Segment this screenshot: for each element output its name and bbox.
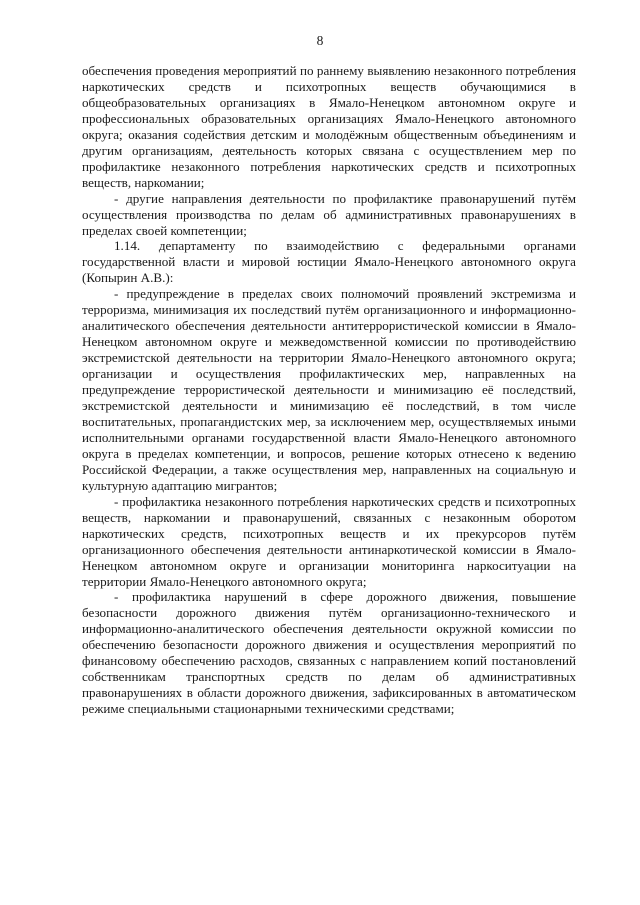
paragraph-item-1-14-heading: 1.14. департаменту по взаимодействию с федеральными органами государственной власти и мировой юстиции Ямало-Ненецкого автономного округа (Копырин А.В.): <box>82 238 576 286</box>
page-number: 8 <box>316 33 324 48</box>
paragraph-continuation: обеспечения проведения мероприятий по раннему выявлению незаконного потребления наркотических средств и психотропных веществ обучающимися в общеобразовательных организациях в Ямало-Ненецком автономном округе и профессиональных образовательных организациях Ямало-Ненецкого автономного округа; оказания содействия детским и молодёжным общественным объединениям и другим организациям, деятельность которых связана с осуществлением мер по профилактике незаконного потребления наркотических средств и психотропных веществ, наркомании; <box>82 63 576 190</box>
paragraph-extremism-prevention: - предупреждение в пределах своих полномочий проявлений экстремизма и терроризма, минимизация их последствий путём организационного и информационно-аналитического обеспечения деятельности антитеррористической комиссии в Ямало-Ненецком автономном округе и межведомственной комиссии по противодействию экстремистской деятельности на территории Ямало-Ненецкого автономного округа; организации и осуществления профилактических мер, направленных на предупреждение террористической деятельности и минимизацию её последствий, экстремистской деятельности и минимизацию её последствий, в том числе воспитательных, пропагандистских мер, за исключением мер, осуществляемых иными исполнительными органами государственной власти Ямало-Ненецкого автономного округа в пределах компетенции, и вопросов, решение которых отнесено к ведению Российской Федерации, а также осуществления мер, направленных на социальную и культурную адаптацию мигрантов; <box>82 286 576 493</box>
paragraph-drug-prevention: - профилактика незаконного потребления наркотических средств и психотропных веществ, наркомании и правонарушений, связанных с незаконным оборотом наркотических средств, психотропных веществ и их прекурсоров путём организационного обеспечения деятельности антинаркотической комиссии в Ямало-Ненецком автономном округе и организации мониторинга наркоситуации на территории Ямало-Ненецкого автономного округа; <box>82 493 576 589</box>
document-body <box>82 63 576 717</box>
paragraph-other-prevention-areas: - другие направления деятельности по профилактике правонарушений путём осуществления производства по делам об административных правонарушениях в пределах своей компетенции; <box>82 190 576 238</box>
paragraph-road-safety: - профилактика нарушений в сфере дорожного движения, повышение безопасности дорожного движения путём организационно-технического и информационно-аналитического обеспечения деятельности окружной комиссии по обеспечению безопасности дорожного движения и осуществления мероприятий по финансовому обеспечению расходов, связанных с направлением копий постановлений собственникам транспортных средств по делам об административных правонарушениях в области дорожного движения, зафиксированных в автоматическом режиме специальными стационарными техническими средствами; <box>82 589 576 717</box>
